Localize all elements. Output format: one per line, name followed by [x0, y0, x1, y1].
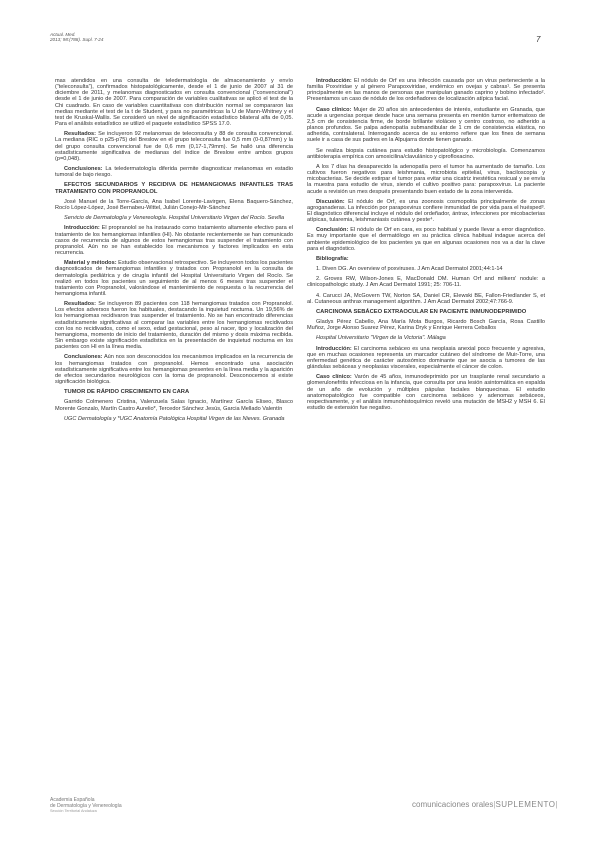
- discussion-label: Discusión:: [316, 198, 345, 205]
- academy-name: Academia Española: [50, 797, 95, 803]
- results-paragraph: [55, 131, 293, 162]
- results-label: Resultados:: [64, 131, 97, 138]
- journal-citation: [50, 32, 103, 43]
- followup-paragraph: A los 7 días ha desaparecido la adenopatía pero el tumor ha aumentado de tamaño. Los cultivos fueron negativos para leishmania, microbiota epitelial, virus, baciloscopia y micobacterias. Se decide extirpar el tumor para evitar una cicatriz inestética resicual y se envía la muestra para estudio de virus, siendo el cultivo positivo para: parapoxvirus. La paciente acude a revisión un mes después presentando buen estado de la zona intervenida.: [307, 163, 545, 195]
- conclusions-text: Aún nos son desconocidos los mecanismos implicados en la recurrencia de los hemangiomas tratados con propranolol. Hemos encontrado una asociación estadísticamente significativa entre los hemangiomas presentes en la línea media y la aparición de efectos secundarios neurológicos con la toma de propranolol. Desconocemos si existe significación biológica.: [55, 354, 293, 385]
- article-affiliation: UGC Dermatología y *UGC Anatomía Patológica Hospital Virgen de las Nieves. Granada: [64, 415, 285, 422]
- journal-name: Actual. Med.: [50, 32, 76, 37]
- biopsy-paragraph: Se realiza biopsia cutánea para estudio histopatológico y microbiología. Comenzamos antibioterapia empírica con amoxicilina/clavulánico y ciprofloxacino.: [307, 147, 545, 160]
- conclusions-text: La teledermatología diferida permite diagnosticar melanomas en estadio tumoral de bajo riesgo.: [55, 166, 293, 179]
- section-footer: [412, 800, 558, 809]
- conclusions-label: Conclusiones:: [64, 166, 103, 173]
- conclusion-paragraph: [307, 227, 545, 252]
- case-text: Mujer de 20 años sin antecedentes de interés, estudiante en Granada, que acude a urgencias porque desde hace una semana presenta en mentón tumor eritematoso de 2,5 cm de consistencia firme, de borde brillante violáceo y centro costroso, no adherido a planos profundos. Se palpa adenopatía submandibular de 1 cm de consistencia elástica, no adherida, contralateral. Interrogando acerca de su entorno refiere que los fines de semana suele ir a casa de sus padres en la Alpujarra donde tienen ganado.: [307, 106, 545, 144]
- supplement-label: SUPLEMENTO: [495, 800, 556, 809]
- article-authors: Garrido Colmenero Cristina, Valenzuela Salas Ignacio, Martínez García Eliseo, Blasco Morente Gonzalo, Martín Castro Aurelio*, Tercedor Sánchez Jesús, Garcia Mellado Valentín: [55, 399, 293, 412]
- conclusion-label: Conclusión:: [316, 227, 349, 234]
- bibliography-heading: Bibliografía:: [316, 255, 349, 262]
- intro-paragraph: [307, 346, 545, 371]
- discussion-text: El nódulo de Orf, es una zoonosis cosmopolita principalmente de zonas agroganaderas. La infección por parapoxvirus confiere inmunidad de por vida para el huésped³. El diagnóstico diferencial incluye el nódulo del ordeñador, ántrax, infecciones por micobacterias atípicas, tularemia, leishmaniasis cutánea y peste⁴.: [307, 198, 545, 224]
- article-title: EFECTOS SECUNDARIOS Y RECIDIVA DE HEMANGIOMAS INFANTILES TRAS TRATAMIENTO CON PROPRANOLOL: [55, 182, 293, 195]
- case-label: Caso clínico:: [316, 106, 352, 113]
- section-end-bar: |: [555, 800, 558, 809]
- results-text: Se incluyeron 92 melanomas de teleconsulta y 88 de consulta convencional. La mediana (RIC o p25-p75) del Breslow en el grupo teleconsulta fue 0,5 mm (0-0,87mm) y la del grupo consulta convencional fue de 0,6 mm (0,17-1,79mm). Se halló una diferencia estadísticamente significativa de medianas del índice de Breslow entre ambos grupos (p=0,048).: [55, 131, 293, 162]
- section-separator: |: [493, 800, 496, 809]
- case-text: Varón de 45 años, inmunodeprimido por un trasplante renal secundario a glomerulonefritis infecciosa en la infancia, que consulta por una lesión asintomática en espalda de un año de evolución y múltiples pápulas faciales blanquecinas. El estudio anatomopatológico fue compatible con carcinoma sebáceo y adenomas sebáceos, respectivamente, y el análisis inmunohistoquímico reveló una mutación de MSH2 y MSH 6. El estudio de extensión fue negativo.: [307, 374, 545, 412]
- academy-subtitle: de Dermatología y Venereología: [50, 802, 122, 809]
- intro-text: El nódulo de Orf es una infección causada por un virus perteneciente a la familia Poxviridae y al género Parapoxviridae, endémico en ovejas y cabras¹. Se presenta principalmente en las manos de personas que manipulan ganado caprino y bobino infectado². Presentamos un caso de nódulo de los ordeñadores de localización atípica facial.: [307, 78, 545, 103]
- article-title: TUMOR DE RÁPIDO CRECIMIENTO EN CARA: [64, 389, 190, 396]
- article-authors: Gladys Pérez Cabello, Ana María Mota Burgos, Ricardo Bosch García, Rosa Castillo Muñoz, Jorge Alonso Suarez Pérez, Karina Dryk y Enrique Herrera Ceballos: [307, 319, 545, 332]
- case-label: Caso clínico:: [316, 374, 352, 381]
- conclusions-paragraph: [55, 166, 293, 178]
- case-paragraph: [307, 374, 545, 411]
- conclusion-text: El nódulo de Orf en cara, es poco habitual y puede llevar a error diagnóstico. Es muy importante que el dermatólogo en su práctica clínica habitual indague acerca del ambiente epidemiológico de los pacientes ya que en algunas ocasiones nos va a dar la clave para el diagnóstico.: [307, 227, 545, 252]
- intro-continued: mas atendidos en una consulta de teledermatología de almacenamiento y envío (“teleconsulta”), confirmados histopatológicamente, desde el 1 de junio de 2007 al 31 de diciembre de 2011, y melanomas diagnosticados en consulta convencional (“convencional”) desde el 1 de junio de 2007. Para comparación de variables cualitativas se aplicó el test de la Chi cuadrado. En caso de variables cuantitativas con distribución normal se compararon las medias mediante el test de la t de Student, y para no paramétricas la U de Mann-Whitney y el test de Kruskal-Wallis. Se consideró un nivel de significación estadístico bilateral alfa de 0,05. Para el análisis estadístico se utilizó el paquete estadístico SPSS 17.0.: [55, 78, 293, 128]
- reference-item: 1. Diven DG. An overview of poxviruses. J Am Acad Dermatol 2001;44:1-14: [316, 266, 503, 273]
- conclusions-label: Conclusiones:: [64, 354, 103, 361]
- article-title: CARCINOMA SEBÁCEO EXTRAOCULAR EN PACIENTE INMUNODEPRIMIDO: [316, 308, 527, 315]
- page-number: 7: [536, 35, 541, 44]
- left-column: [55, 78, 293, 426]
- article-authors: José Manuel de la Torre-García, Ana Isabel Lorente-Lavirgen, Elena Baquero-Sánchez, Rocío López-López, José Bernabeu-Wittel, Julián Conejo-Mir-Sánchez: [55, 198, 293, 212]
- article-affiliation: Hospital Universitario "Virgen de la Victoria". Málaga: [316, 335, 446, 342]
- academy-logo-text: [50, 798, 122, 815]
- academy-section: Sección Territorial Andaluza: [50, 809, 97, 814]
- results-text: Se incluyeron 89 pacientes con 118 hemangiomas tratados con Propranolol. Los efectos adversos fueron los habituales, destacando la inquietud nocturna. Un 19,56% de los hemangiomas recidivaron tras suspender el tratamiento. No se han encontrado diferencias estadísticamente significativas al comparar las variables entre los hemangiomas recidivados con los no recidivados, como el sexo, edad gestacional, peso al nacer, tipo y localización del hemangioma, momento de inicio del tratamiento, duración del mismo y dosis máxima recibida. Sin embargo existe significación estadística en la presentación de inquietud nocturna en los pacientes con HI en la línea media.: [55, 301, 293, 351]
- right-column: [307, 78, 545, 415]
- intro-label: Introducción:: [316, 345, 352, 352]
- section-label: comunicaciones orales: [412, 800, 494, 809]
- intro-paragraph: [307, 78, 545, 103]
- reference-item: 2. Groves RW, Wilson-Jones E, MacDonald DM. Human Orf and milkers' nodule: a clinicopathologic study. J Am Acad Dermatol 1991; 25: 706-11.: [307, 276, 545, 289]
- intro-text: El propranolol se ha instaurado como tratamiento altamente efectivo para el tratamiento de los hemangiomas infantiles (HI). No obstante recientemente se han comunicado casos de recurrencia de algunos de estos hemangiomas tras suspender el tratamiento con propranolol. Aún no se han establecido los mecanismos y factores implicados en esta recurrencia.: [55, 225, 293, 257]
- intro-text: El carcinoma sebáceo es una neoplasia anexial poco frecuente y agresiva, que en muchas ocasiones representa un marcador cutáneo del síndrome de Muir-Torre, una enfermedad genética de carácter autosómico dominante que se asocia a tumores de las glándulas sebáceas y neoplasias viscerales, especialmente el cáncer de colon.: [307, 345, 545, 371]
- conclusions-paragraph: [55, 354, 293, 385]
- case-paragraph: [307, 107, 545, 144]
- intro-paragraph: [55, 225, 293, 256]
- reference-item: 4. Carucci JA, McGovern TW, Norton SA, Daniel CR, Elewski BE, Fallon-Friedlander S, et al. Cutaneous anthrax management algorithm. J Am Acad Dermatol 2002;47:766-9.: [307, 292, 545, 305]
- results-label: Resultados:: [64, 301, 97, 308]
- methods-label: Material y métodos:: [64, 260, 117, 267]
- intro-label: Introducción:: [64, 225, 100, 232]
- methods-text: Estudio observacional retrospectivo. Se incluyeron todos los pacientes diagnosticados de hemangiomas infantiles y tratados con Propranolol en la consulta de dermatología pediátrica y de cirugía infantil del Hospital Universitario Virgen del Rocío. Se realizó en todos los pacientes un seguimiento de al menos 6 meses tras suspender el tratamiento con Propranolol, valorándose el mantenimiento de respuesta o la recurrencia del hemangioma infantil.: [55, 260, 293, 297]
- article-affiliation: Servicio de Dermatología y Venereología. Hospital Universitario Virgen del Rocío. Sevilla: [64, 215, 285, 222]
- methods-paragraph: [55, 260, 293, 297]
- results-paragraph: [55, 301, 293, 350]
- discussion-paragraph: [307, 199, 545, 224]
- intro-label: Introducción:: [316, 78, 352, 84]
- journal-issue: 2013; 98:(788). Supl. 7-24: [50, 37, 104, 43]
